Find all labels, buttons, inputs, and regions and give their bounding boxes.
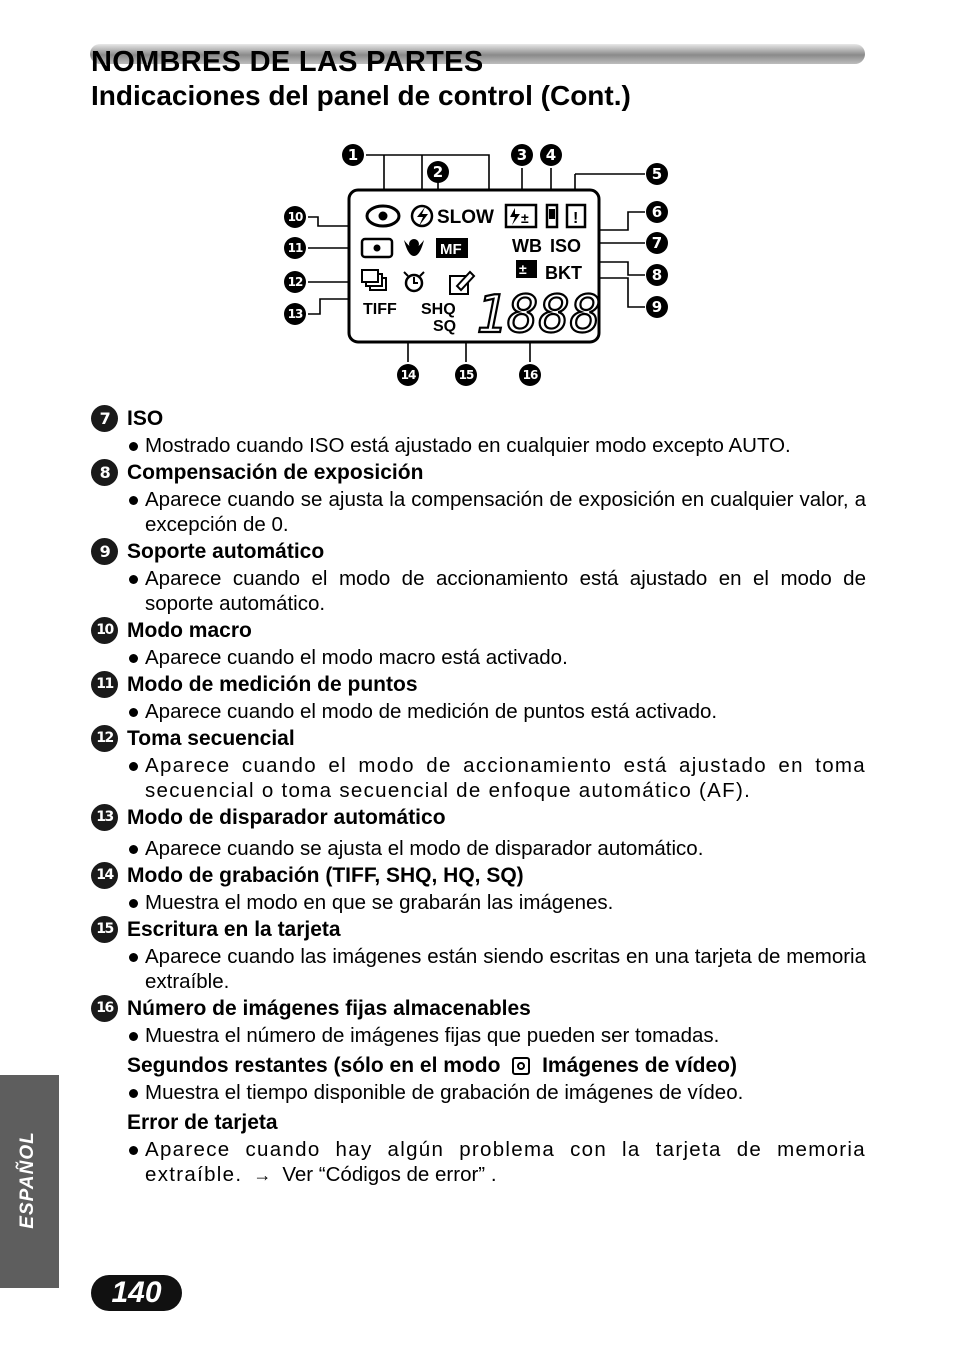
svg-text:8: 8 [651,266,663,284]
svg-text:10: 10 [287,210,303,224]
entry-text [127,1137,866,1188]
callout-11 [284,237,306,259]
entry-number: 16 [91,995,118,1022]
entry-card-write [90,915,866,994]
entry-text: Aparece cuando el modo de accionamiento está ajustado en toma secuencial o toma secuencial de enfoque automático (AF). [127,753,866,803]
entry-text: Aparece cuando se ajusta el modo de disparador automático. [127,836,866,861]
page-subtitle: Indicaciones del panel de control (Cont.) [91,80,631,111]
entry-card-error [90,1108,866,1188]
callout-4 [540,144,562,166]
entry-record-mode [90,861,866,915]
entry-title: Modo de grabación (TIFF, SHQ, HQ, SQ) [127,864,524,887]
error-reference: Ver “Códigos de error” . [282,1163,497,1186]
svg-text:6: 6 [651,203,663,221]
svg-text:1: 1 [347,146,359,164]
callout-14 [397,364,419,386]
svg-text:2: 2 [432,163,444,181]
lcd-tiff: TIFF [363,301,397,318]
callout-3 [511,144,533,166]
lcd-mf: MF [440,241,462,258]
page-number: 140 [91,1275,182,1311]
entry-number: 15 [91,916,118,943]
page-title: NOMBRES DE LAS PARTES [91,46,484,78]
seconds-title-part-b: Imágenes de vídeo) [542,1054,737,1077]
video-camera-icon [512,1057,530,1075]
seconds-title-part-a: Segundos restantes (sólo en el modo [127,1054,501,1077]
svg-text:3: 3 [516,146,528,164]
svg-text:9: 9 [651,298,663,316]
svg-text:14: 14 [400,368,416,382]
entry-title: ISO [127,407,164,430]
svg-text:7: 7 [651,234,663,252]
entry-macro [90,616,866,670]
callout-10 [284,206,306,228]
svg-text:12: 12 [287,275,303,289]
entry-text: Muestra el modo en que se grabarán las imágenes. [127,890,866,915]
svg-text:13: 13 [287,307,303,321]
entry-title: Modo macro [127,619,252,642]
entry-number: 8 [91,459,118,486]
svg-text:5: 5 [651,165,663,183]
entry-text: Aparece cuando el modo macro está activado. [127,645,866,670]
lcd-shq: SHQ [421,301,456,318]
entry-title: Toma secuencial [127,727,295,750]
callout-12 [284,271,306,293]
entries-list [90,404,866,1188]
entry-number: 9 [91,538,118,565]
entry-number: 10 [91,617,118,644]
lcd-sq: SQ [433,318,457,335]
entry-title: Soporte automático [127,540,325,563]
callout-8 [646,264,668,286]
entry-text: Aparece cuando se ajusta la compensación de exposición en cualquier valor, a excepción de 0. [127,487,866,537]
callout-1 [342,144,364,166]
svg-text:16: 16 [522,368,538,382]
entry-text: Mostrado cuando ISO está ajustado en cualquier modo excepto AUTO. [127,433,866,458]
callout-5 [646,163,668,185]
entry-text: Aparece cuando las imágenes están siendo escritas en una tarjeta de memoria extraíble. [127,944,866,994]
entry-iso [90,404,866,458]
language-label: ESPAÑOL [17,1131,38,1229]
callout-2 [427,161,449,183]
entry-self-timer [90,803,866,861]
entry-text: Muestra el número de imágenes fijas que pueden ser tomadas. [127,1023,866,1048]
svg-text:11: 11 [287,241,303,255]
manual-focus-icon [436,238,468,258]
svg-text:±: ± [519,261,527,277]
callout-7 [646,232,668,254]
entry-title: Compensación de exposición [127,461,424,484]
entry-title [127,1051,866,1080]
entry-text: Muestra el tiempo disponible de grabación de imágenes de vídeo. [127,1080,866,1105]
svg-text:4: 4 [545,146,557,164]
entry-title: Escritura en la tarjeta [127,918,341,941]
entry-auto-bracket [90,537,866,616]
entry-title: Error de tarjeta [127,1111,278,1134]
entry-spot-metering [90,670,866,724]
entry-title: Modo de medición de puntos [127,673,418,696]
right-arrow-icon: → [253,1165,272,1185]
svg-text:15: 15 [458,368,474,382]
entry-exposure-compensation [90,458,866,537]
svg-text:!: ! [573,210,579,227]
entry-storable-images [90,994,866,1048]
control-panel-diagram [280,140,680,390]
callout-15 [455,364,477,386]
lcd-wb: WB [512,236,542,256]
entry-text: Aparece cuando el modo de accionamiento está ajustado en el modo de soporte automático. [127,566,866,616]
callout-9 [646,296,668,318]
error-text: Aparece cuando hay algún problema con la tarjeta de memoria extraíble. [145,1138,866,1186]
exposure-compensation-icon [516,260,537,278]
entry-number: 7 [91,405,118,432]
sequential-shooting-icon [362,270,386,290]
callout-6 [646,201,668,223]
entry-number: 13 [91,804,118,831]
lcd-bkt: BKT [545,263,582,283]
lcd-slow: SLOW [437,207,494,228]
entry-number: 12 [91,725,118,752]
entry-title: Número de imágenes fijas almacenables [127,997,531,1020]
entry-text: Aparece cuando el modo de medición de puntos está activado. [127,699,866,724]
entry-title: Modo de disparador automático [127,806,446,829]
lcd-iso: ISO [550,236,582,256]
entry-number: 14 [91,862,118,889]
svg-text:±: ± [521,210,529,226]
callout-16 [519,364,541,386]
entry-number: 11 [91,671,118,698]
entry-seconds-remaining [90,1051,866,1105]
lcd-frame-counter: 1888 [476,285,602,345]
entry-sequential [90,724,866,803]
callout-13 [284,303,306,325]
